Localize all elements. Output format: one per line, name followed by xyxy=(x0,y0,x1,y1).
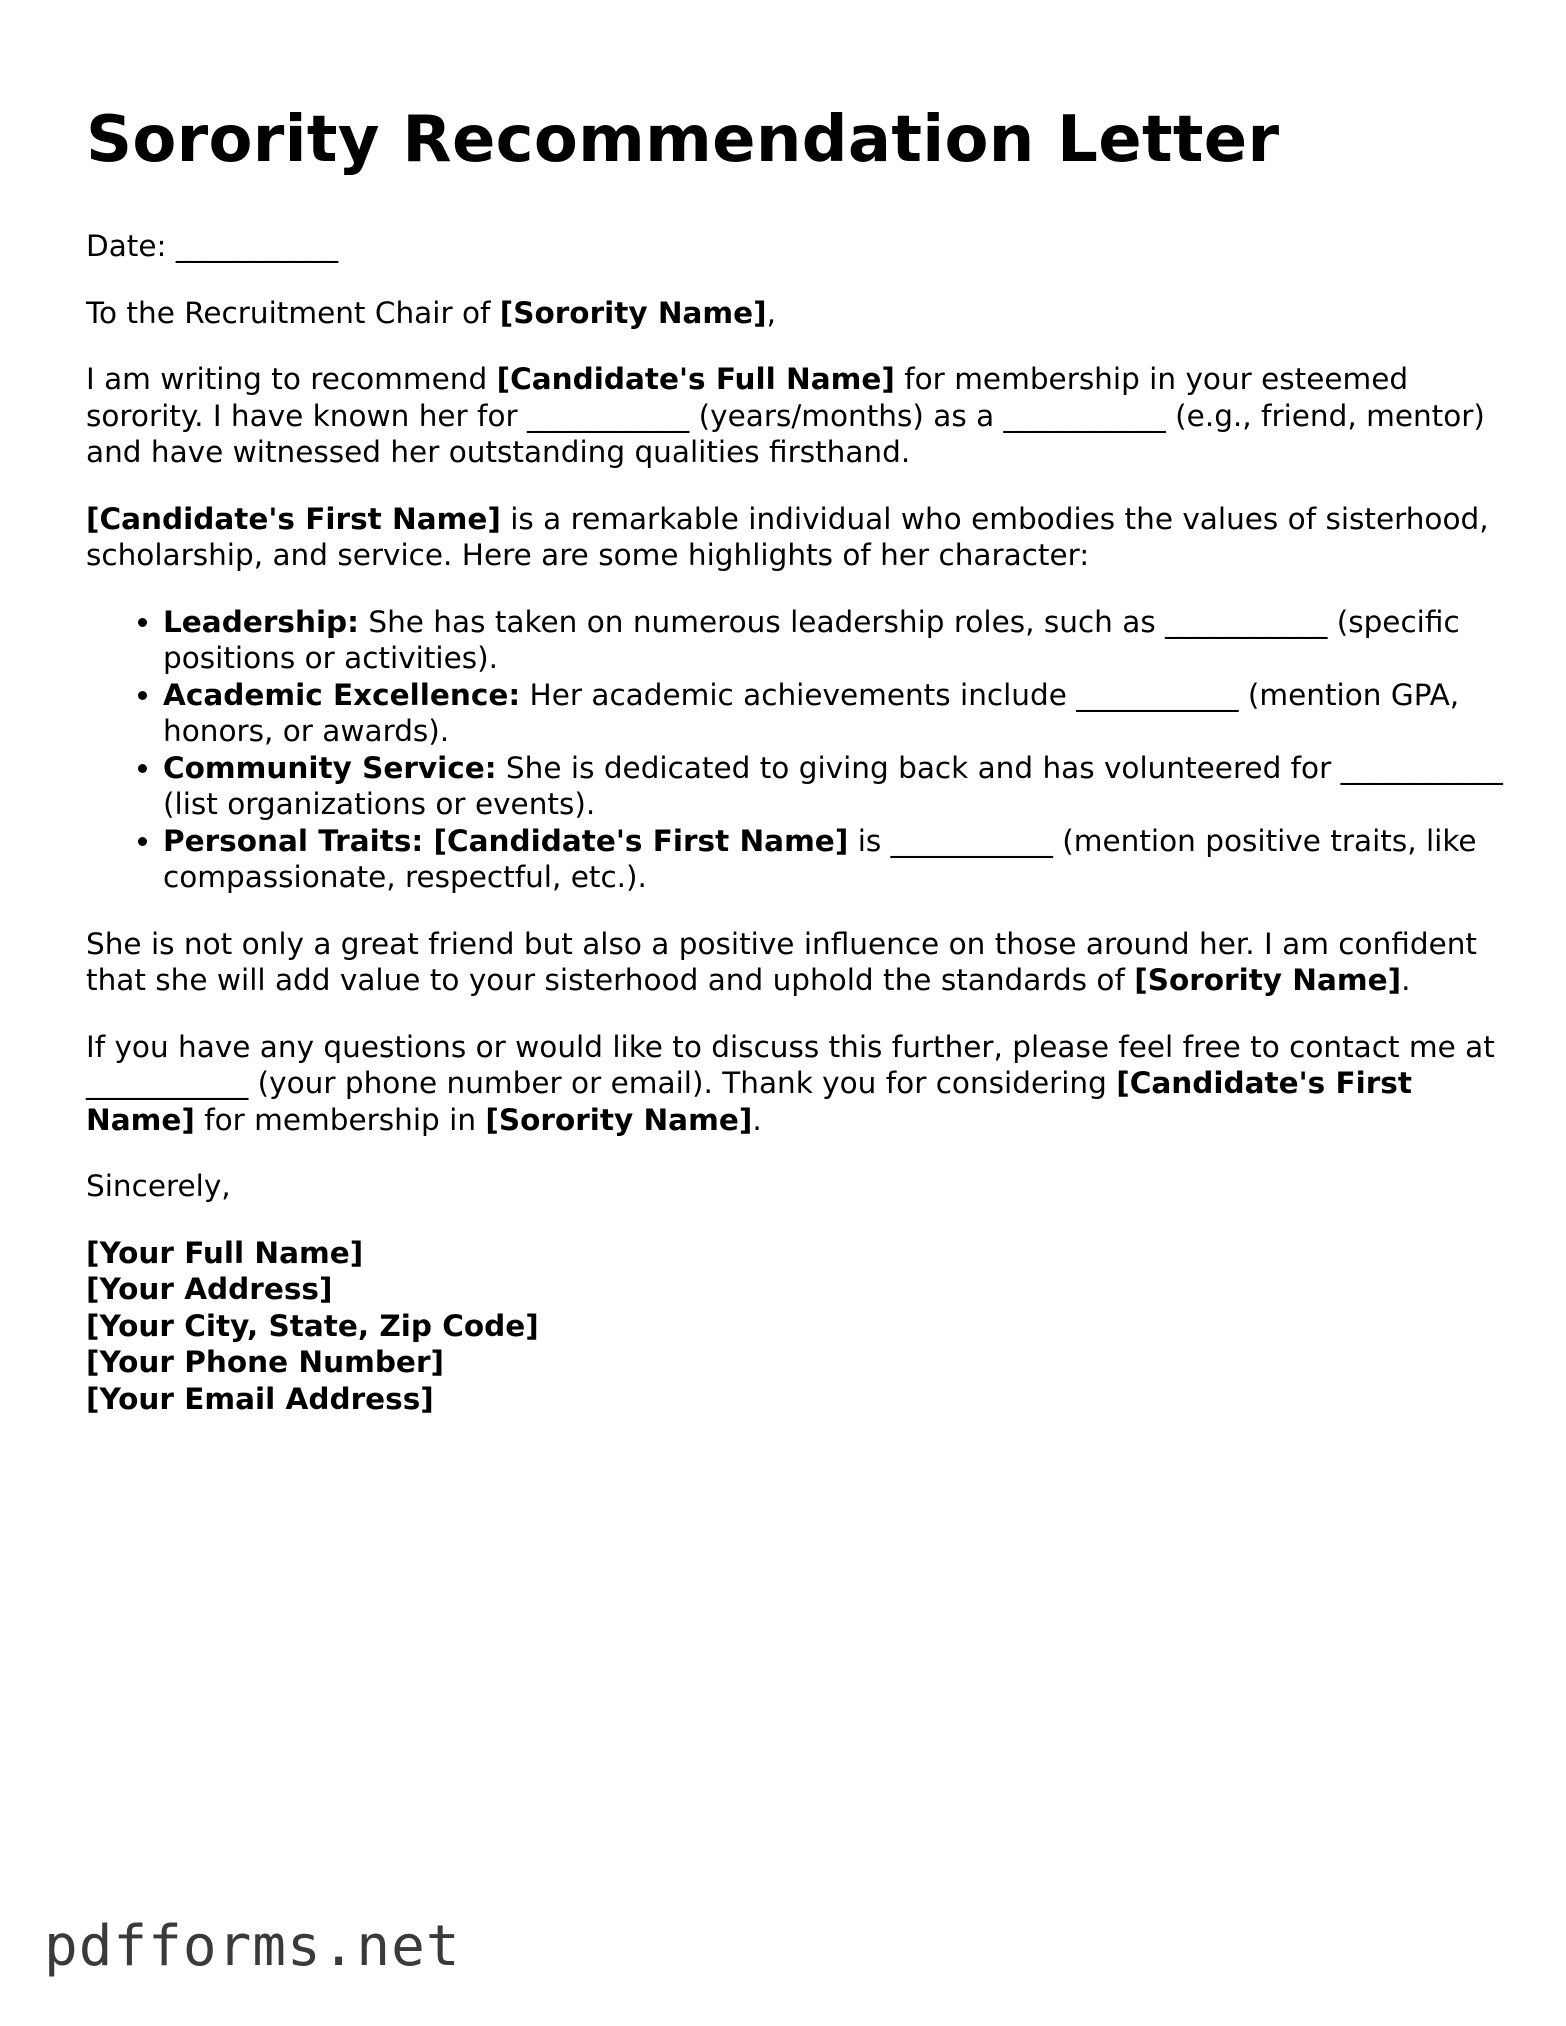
letter-page xyxy=(86,100,1506,1417)
watermark-logo: pdfforms.net xyxy=(44,1914,461,1979)
list-item xyxy=(163,604,1506,677)
date-label: Date: xyxy=(86,229,176,263)
salutation-suffix: , xyxy=(766,295,777,330)
list-item xyxy=(163,677,1506,750)
list-item xyxy=(163,750,1506,823)
highlight-text: Her academic achievements include ___________ (mention GPA, honors, or awards). xyxy=(163,677,1460,748)
highlight-label: Academic Excellence: xyxy=(163,677,521,712)
letter-title: Sorority Recommendation Letter xyxy=(86,103,1280,177)
highlight-text: is ___________ (mention positive traits, like compassionate, respectful, etc.). xyxy=(163,823,1477,894)
candidate-full-name-placeholder: [Candidate's Full Name] xyxy=(496,362,895,396)
sorority-name-placeholder: [Sorority Name] xyxy=(499,295,767,330)
character-paragraph xyxy=(86,501,1506,574)
contact-text-1: If you have any questions or would like to discuss this further, please feel free to contact me at ___________ (your phone number or email). Thank you for considering xyxy=(86,1029,1495,1100)
signature-full-name: [Your Full Name] xyxy=(86,1235,364,1270)
signature-city-state-zip: [Your City, State, Zip Code] xyxy=(86,1308,539,1343)
influence-text-1: She is not only a great friend but also a positive influence on those around her. I am confident that she will add value to your sisterhood and uphold the standards of xyxy=(86,926,1477,997)
influence-paragraph xyxy=(86,926,1506,999)
highlight-label: Leadership: xyxy=(163,604,359,639)
influence-text-2: . xyxy=(1401,963,1411,997)
sorority-name-placeholder: [Sorority Name] xyxy=(1134,963,1402,997)
signature-block xyxy=(86,1235,1506,1418)
intro-text-1: I am writing to recommend xyxy=(86,362,497,396)
highlight-label: Personal Traits: [Candidate's First Name] xyxy=(163,823,849,858)
highlights-list xyxy=(86,604,1506,896)
signature-address: [Your Address] xyxy=(86,1272,333,1306)
closing: Sincerely, xyxy=(86,1169,231,1203)
highlight-text: She is dedicated to giving back and has volunteered for ___________ (list organizations or events). xyxy=(163,750,1503,821)
intro-paragraph xyxy=(86,361,1506,471)
contact-paragraph xyxy=(86,1029,1506,1139)
date-blank: ___________ xyxy=(175,229,339,263)
character-text: is a remarkable individual who embodies the values of sisterhood, scholarship, and service. Here are some highlights of her character: xyxy=(86,501,1489,572)
signature-email: [Your Email Address] xyxy=(86,1381,434,1416)
contact-text-3: . xyxy=(752,1102,762,1137)
intro-text-2: for membership in your esteemed sorority. I have known her for ___________ (years/months) as a ___________ (e.g., friend, mentor) and have witnessed her outstanding qualities firsthand. xyxy=(86,362,1485,469)
candidate-first-name-placeholder: [Candidate's First Name] xyxy=(86,1066,1412,1137)
candidate-first-name-placeholder: [Candidate's First Name] xyxy=(86,501,501,536)
signature-phone: [Your Phone Number] xyxy=(86,1345,444,1379)
date-line xyxy=(86,228,1506,265)
highlight-text: She has taken on numerous leadership roles, such as ___________ (specific positions or activities). xyxy=(163,604,1460,675)
salutation-prefix: To the Recruitment Chair of xyxy=(86,295,500,330)
highlight-label: Community Service: xyxy=(163,750,497,785)
contact-text-2: for membership in xyxy=(194,1102,486,1137)
sorority-name-placeholder: [Sorority Name] xyxy=(485,1102,753,1137)
salutation xyxy=(86,295,1506,332)
list-item xyxy=(163,823,1506,896)
